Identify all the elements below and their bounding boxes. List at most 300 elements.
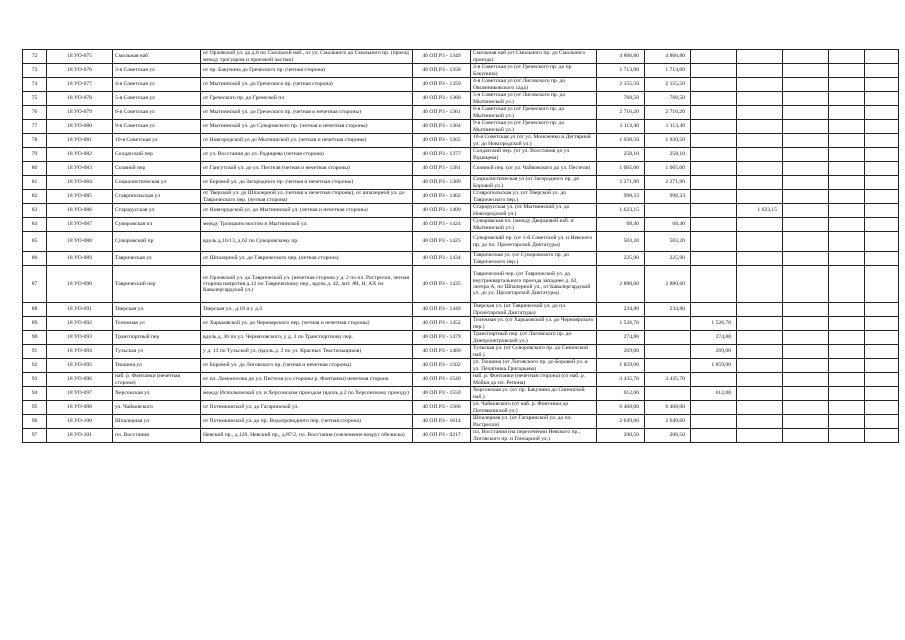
road-extent-cell: Таврический пер. (от Таврической ул. до внутриквартального проезда западнее д. 62, литера А, по Шпалерной ул., от Кавалергардской ул. до ул. Пролетарской Диктатуры): [471, 266, 597, 303]
road-name-cell: Таврический пер: [113, 266, 201, 303]
row-number-cell: 90: [23, 331, 47, 345]
area-col-e-cell: [783, 92, 829, 106]
empty-cell: [829, 190, 865, 204]
section-description-cell: Невский пр., д.120, Невский пр., д.87/2, пл. Восстания (озеленение вокруг обелиска): [201, 429, 413, 443]
empty-cell: [829, 345, 865, 359]
row-number-cell: 96: [23, 415, 47, 429]
area-col-b-cell: 1 713,00: [645, 64, 691, 78]
road-id-cell: 18 УО-075: [47, 50, 113, 64]
section-description-cell: у д. 13 по Тульской ул. (вдоль д. 2 по ул. Красных Текстильщиков): [201, 345, 413, 359]
area-col-c-cell: [691, 134, 737, 148]
area-col-e-cell: [783, 176, 829, 190]
area-col-e-cell: [783, 64, 829, 78]
area-total-cell: 1 623,15: [597, 204, 645, 218]
area-col-c-cell: 1 859,00: [691, 359, 737, 373]
area-col-e-cell: [783, 106, 829, 120]
table-row: [23, 359, 899, 373]
road-id-cell: 18 УО-098: [47, 401, 113, 415]
empty-cell: [865, 373, 899, 387]
road-name-cell: Старорусская ул: [113, 204, 201, 218]
area-col-d-cell: [737, 345, 783, 359]
road-extent-cell: Ставропольская ул. (от Тверской ул. до Таврического пер.): [471, 190, 597, 204]
section-description-cell: от Харьковской ул. до Черноярского пер. (четная и нечетная стороны): [201, 317, 413, 331]
registry-code-cell: 40 ОП РЗ - 1540: [413, 373, 471, 387]
table-row: [23, 429, 899, 443]
area-total-cell: 234,80: [597, 303, 645, 317]
row-number-cell: 84: [23, 218, 47, 232]
table-row: [23, 162, 899, 176]
area-total-cell: 274,80: [597, 331, 645, 345]
empty-cell: [865, 303, 899, 317]
area-total-cell: 200,50: [597, 429, 645, 443]
area-col-d-cell: [737, 190, 783, 204]
table-row: [23, 218, 899, 232]
area-total-cell: 768,50: [597, 92, 645, 106]
registry-code-cell: 40 ОП РЗ - 1364: [413, 120, 471, 134]
road-name-cell: 6-я Советская ул: [113, 106, 201, 120]
area-col-d-cell: [737, 331, 783, 345]
section-description-cell: вдоль д. 36 по ул. Черняховского, у д. 3 по Транспортному пер.: [201, 331, 413, 345]
road-extent-cell: Суворовская пл. (между Дворцовой наб. и Мытнинской ул.): [471, 218, 597, 232]
area-col-d-cell: [737, 92, 783, 106]
section-description-cell: от Мытнинской ул. до Суворовского пр. (четная и нечетная стороны): [201, 120, 413, 134]
row-number-cell: 86: [23, 252, 47, 266]
area-col-e-cell: [783, 317, 829, 331]
section-description-cell: от Тверской ул. до Шпалерной ул. (четная и нечетная стороны), от шпалерной ул. до Таврического пер. (четная сторона): [201, 190, 413, 204]
empty-cell: [865, 345, 899, 359]
row-number-cell: 91: [23, 345, 47, 359]
road-name-cell: Смольная наб: [113, 50, 201, 64]
section-description-cell: от Шпалерной ул. до Таврического пер. (четная сторона): [201, 252, 413, 266]
empty-cell: [829, 252, 865, 266]
area-col-e-cell: [783, 148, 829, 162]
road-name-cell: 9-я Советская ул: [113, 120, 201, 134]
empty-cell: [865, 401, 899, 415]
road-name-cell: пл. Восстания: [113, 429, 201, 443]
area-col-d-cell: [737, 162, 783, 176]
road-id-cell: 18 УО-087: [47, 218, 113, 232]
road-extent-cell: Херсонская ул. (от пр. Бакунина до Синопской наб.): [471, 387, 597, 401]
road-name-cell: Тверская ул.: [113, 303, 201, 317]
empty-cell: [865, 64, 899, 78]
area-col-d-cell: [737, 317, 783, 331]
area-total-cell: 2 880,60: [597, 266, 645, 303]
area-col-e-cell: [783, 134, 829, 148]
road-id-cell: 18 УО-079: [47, 106, 113, 120]
road-name-cell: 3-я Советская ул: [113, 64, 201, 78]
area-col-d-cell: [737, 359, 783, 373]
roads-table: [22, 49, 899, 443]
road-name-cell: Транспортный пер: [113, 331, 201, 345]
road-extent-cell: Тверская ул. (от Таврической ул. до пл. Пролетарской Диктатуры): [471, 303, 597, 317]
row-number-cell: 94: [23, 387, 47, 401]
empty-cell: [829, 331, 865, 345]
area-col-d-cell: [737, 134, 783, 148]
road-extent-cell: Таврическая ул. (от Суворовского пр. до Таврического пер.): [471, 252, 597, 266]
registry-code-cell: 40 ОП РЗ - 1502: [413, 359, 471, 373]
area-total-cell: 1 030,50: [597, 134, 645, 148]
empty-cell: [829, 218, 865, 232]
area-col-b-cell: 68,40: [645, 218, 691, 232]
area-col-d-cell: [737, 429, 783, 443]
road-id-cell: 18 УО-081: [47, 134, 113, 148]
area-col-d-cell: [737, 218, 783, 232]
road-id-cell: 18 УО-086: [47, 204, 113, 218]
road-id-cell: 18 УО-083: [47, 162, 113, 176]
road-extent-cell: наб. р. Фонтанки (нечетная сторона) (от наб. р. Мойки до пл. Репина): [471, 373, 597, 387]
section-description-cell: от пр. Бакунина до Греческого пр. (четная сторона): [201, 64, 413, 78]
section-description-cell: от Мытнинской ул. до Греческого пр. (четная сторона): [201, 78, 413, 92]
area-col-d-cell: [737, 232, 783, 252]
road-name-cell: Социалистическая ул: [113, 176, 201, 190]
road-id-cell: 18 УО-077: [47, 78, 113, 92]
empty-cell: [865, 120, 899, 134]
area-col-e-cell: [783, 78, 829, 92]
section-description-cell: от Боровой ул. до Загородного пр. (четная и нечетная стороны): [201, 176, 413, 190]
area-col-d-cell: 1 623,15: [737, 204, 783, 218]
area-col-e-cell: [783, 190, 829, 204]
road-extent-cell: пл. Восстания (на пересечении Невского пр., Лиговского пр. и Гончарной ул.): [471, 429, 597, 443]
row-number-cell: 72: [23, 50, 47, 64]
road-name-cell: 4-я Советская ул: [113, 78, 201, 92]
area-total-cell: 6 468,00: [597, 401, 645, 415]
table-row: [23, 106, 899, 120]
registry-code-cell: 40 ОП РЗ - 1377: [413, 148, 471, 162]
road-name-cell: ул. Чайковского: [113, 401, 201, 415]
table-row: [23, 415, 899, 429]
section-description-cell: от Новгородской ул до Мытнинской ул. (четная и нечетная стороны): [201, 134, 413, 148]
row-number-cell: 97: [23, 429, 47, 443]
registry-code-cell: 40 ОП РЗ - 1359: [413, 78, 471, 92]
area-col-e-cell: [783, 252, 829, 266]
empty-cell: [829, 148, 865, 162]
road-extent-cell: 3-я Советская ул (от Греческого пр. до пр Бакунина): [471, 64, 597, 78]
area-col-e-cell: [783, 415, 829, 429]
empty-cell: [865, 387, 899, 401]
registry-code-cell: 40 ОП РЗ - 1435: [413, 266, 471, 303]
row-number-cell: 85: [23, 232, 47, 252]
road-id-cell: 18 УО-096: [47, 373, 113, 387]
registry-code-cell: 40 ОП РЗ - 1365: [413, 134, 471, 148]
table-row: [23, 78, 899, 92]
empty-cell: [829, 387, 865, 401]
area-col-e-cell: [783, 162, 829, 176]
area-col-d-cell: [737, 120, 783, 134]
table-row: [23, 345, 899, 359]
table-row: [23, 232, 899, 252]
area-col-d-cell: [737, 373, 783, 387]
empty-cell: [865, 190, 899, 204]
empty-cell: [829, 162, 865, 176]
area-col-b-cell: 225,90: [645, 252, 691, 266]
area-col-b-cell: [645, 204, 691, 218]
road-extent-cell: 6-я Советская ул (от Греческого пр. до Мытнинской ул.): [471, 106, 597, 120]
area-col-c-cell: [691, 148, 737, 162]
registry-code-cell: 40 ОП РЗ - 1452: [413, 317, 471, 331]
table-row: [23, 373, 899, 387]
table-row: [23, 64, 899, 78]
area-col-b-cell: 234,80: [645, 303, 691, 317]
road-extent-cell: Транспортный пер. (от Лиговского пр. до Днепропетровской ул.): [471, 331, 597, 345]
registry-code-cell: 40 ОП РЗ - 1409: [413, 204, 471, 218]
area-total-cell: 3 435,70: [597, 373, 645, 387]
row-number-cell: 77: [23, 120, 47, 134]
section-description-cell: от ул. Восстания до ул. Радищева (четная сторона): [201, 148, 413, 162]
empty-cell: [829, 429, 865, 443]
road-name-cell: Тележная ул: [113, 317, 201, 331]
empty-cell: [829, 78, 865, 92]
table-row: [23, 252, 899, 266]
section-description-cell: от Мытнинской ул. до Греческого пр. (четная и нечетная стороны): [201, 106, 413, 120]
table-row: [23, 303, 899, 317]
road-name-cell: 10-я Советская ул: [113, 134, 201, 148]
table-row: [23, 134, 899, 148]
empty-cell: [829, 106, 865, 120]
empty-cell: [865, 252, 899, 266]
area-col-c-cell: [691, 92, 737, 106]
road-id-cell: 18 УО-095: [47, 359, 113, 373]
road-id-cell: 18 УО-090: [47, 266, 113, 303]
area-col-c-cell: [691, 429, 737, 443]
table-row: [23, 92, 899, 106]
area-col-d-cell: [737, 401, 783, 415]
road-id-cell: 18 УО-082: [47, 148, 113, 162]
row-number-cell: 82: [23, 190, 47, 204]
empty-cell: [829, 176, 865, 190]
row-number-cell: 75: [23, 92, 47, 106]
empty-cell: [865, 106, 899, 120]
registry-code-cell: 40 ОП РЗ - 1381: [413, 162, 471, 176]
area-col-e-cell: [783, 359, 829, 373]
area-col-e-cell: [783, 387, 829, 401]
section-description-cell: от Потемкинской ул. до пр. Водопроводного пер. (четная сторона): [201, 415, 413, 429]
road-extent-cell: Старорусская ул. (от Мытнинской ул. до Новгородской ул.): [471, 204, 597, 218]
empty-cell: [865, 148, 899, 162]
table-row: [23, 176, 899, 190]
area-col-e-cell: [783, 50, 829, 64]
section-description-cell: от Боровой ул. до Лиговского пр. (четная и нечетная стороны): [201, 359, 413, 373]
empty-cell: [865, 78, 899, 92]
empty-cell: [829, 92, 865, 106]
table-row: [23, 401, 899, 415]
area-total-cell: 4 866,80: [597, 50, 645, 64]
area-total-cell: 2 649,60: [597, 415, 645, 429]
area-col-b-cell: 2 716,20: [645, 106, 691, 120]
area-col-e-cell: [783, 232, 829, 252]
road-id-cell: 18 УО-084: [47, 176, 113, 190]
area-col-c-cell: 612,00: [691, 387, 737, 401]
empty-cell: [829, 317, 865, 331]
registry-code-cell: 40 ОП РЗ - 1479: [413, 331, 471, 345]
area-col-e-cell: [783, 218, 829, 232]
empty-cell: [829, 373, 865, 387]
empty-cell: [865, 232, 899, 252]
road-extent-cell: 10-я Советская ул (от ул. Моисеенко и Дегтярной ул. до Новгородской ул.): [471, 134, 597, 148]
road-id-cell: 18 УО-076: [47, 64, 113, 78]
area-col-b-cell: 3 435,70: [645, 373, 691, 387]
road-extent-cell: Солдатский пер. (от ул. Восстания до ул Радищева): [471, 148, 597, 162]
empty-cell: [865, 429, 899, 443]
area-col-c-cell: [691, 162, 737, 176]
empty-cell: [829, 415, 865, 429]
area-col-c-cell: [691, 50, 737, 64]
area-col-e-cell: [783, 345, 829, 359]
area-col-b-cell: 2 155,50: [645, 78, 691, 92]
road-extent-cell: 5-я Советская ул (от Лиговского пр. до Мытнинской ул.): [471, 92, 597, 106]
road-extent-cell: ул. Тюшина (от Лиговского пр. до Боровой ул. и ул. Печатника Григорьева): [471, 359, 597, 373]
area-col-b-cell: [645, 317, 691, 331]
row-number-cell: 83: [23, 204, 47, 218]
road-extent-cell: Соляной пер. (от ул. Чайковского до ул. Пестеля): [471, 162, 597, 176]
area-col-b-cell: [645, 387, 691, 401]
row-number-cell: 74: [23, 78, 47, 92]
area-col-c-cell: [691, 190, 737, 204]
empty-cell: [829, 64, 865, 78]
road-extent-cell: Тульская ул. (от Суворовского пр. до Синопской наб.): [471, 345, 597, 359]
row-number-cell: 93: [23, 373, 47, 387]
area-total-cell: 998,33: [597, 190, 645, 204]
area-col-b-cell: 4 866,80: [645, 50, 691, 64]
area-col-b-cell: 6 468,00: [645, 401, 691, 415]
row-number-cell: 76: [23, 106, 47, 120]
table-row: [23, 50, 899, 64]
area-col-c-cell: [691, 232, 737, 252]
area-col-b-cell: [645, 345, 691, 359]
area-col-b-cell: 2 649,60: [645, 415, 691, 429]
section-description-cell: вдоль д.16/13, д.62 по Суворовскому пр.: [201, 232, 413, 252]
area-total-cell: 1 065,00: [597, 162, 645, 176]
table-row: [23, 148, 899, 162]
row-number-cell: 81: [23, 176, 47, 190]
registry-code-cell: 40 ОП РЗ - 1361: [413, 106, 471, 120]
area-col-e-cell: [783, 204, 829, 218]
empty-cell: [829, 359, 865, 373]
area-col-e-cell: [783, 373, 829, 387]
table-row: [23, 317, 899, 331]
area-col-d-cell: [737, 64, 783, 78]
road-id-cell: 18 УО-094: [47, 345, 113, 359]
table-row: [23, 190, 899, 204]
area-col-e-cell: [783, 303, 829, 317]
registry-code-cell: 40 ОП РЗ - 1449: [413, 303, 471, 317]
row-number-cell: 92: [23, 359, 47, 373]
area-col-c-cell: [691, 401, 737, 415]
area-col-d-cell: [737, 387, 783, 401]
empty-cell: [829, 120, 865, 134]
registry-code-cell: 40 ОП РЗ - 1425: [413, 232, 471, 252]
registry-code-cell: 40 ОП РЗ - 0217: [413, 429, 471, 443]
area-col-c-cell: [691, 252, 737, 266]
empty-cell: [829, 303, 865, 317]
road-name-cell: Тульская ул: [113, 345, 201, 359]
road-extent-cell: Смольная наб (от Смольного пр. до Смольного проезда): [471, 50, 597, 64]
area-col-b-cell: 768,50: [645, 92, 691, 106]
row-number-cell: 78: [23, 134, 47, 148]
road-name-cell: Солдатский пер: [113, 148, 201, 162]
area-col-e-cell: [783, 401, 829, 415]
registry-code-cell: 40 ОП РЗ - 1550: [413, 387, 471, 401]
section-description-cell: между Троицким мостом и Мытнинской ул.: [201, 218, 413, 232]
road-id-cell: 18 УО-101: [47, 429, 113, 443]
area-col-e-cell: [783, 120, 829, 134]
registry-code-cell: 40 ОП РЗ - 1424: [413, 218, 471, 232]
area-total-cell: 1 713,00: [597, 64, 645, 78]
area-total-cell: 2 271,90: [597, 176, 645, 190]
road-name-cell: Соляной пер: [113, 162, 201, 176]
section-description-cell: Тверская ул., д.18 и у д.3: [201, 303, 413, 317]
empty-cell: [865, 317, 899, 331]
road-name-cell: Ставропольская ул: [113, 190, 201, 204]
area-col-c-cell: [691, 106, 737, 120]
section-description-cell: от Греческого пр. до Греческой пл: [201, 92, 413, 106]
road-name-cell: Суворовская пл: [113, 218, 201, 232]
section-description-cell: от Орловской ул. до д.6 по Смольной наб., от ул. Смольного до Смольного пр. (проезд между трогуаром и проезжей частью): [201, 50, 413, 64]
section-description-cell: между Исполкомской ул. и Херсонским проездом (вдоль д.2 по Херсонскому проезду): [201, 387, 413, 401]
table-row: [23, 120, 899, 134]
registry-code-cell: 40 ОП РЗ - 1434: [413, 252, 471, 266]
area-col-c-cell: [691, 266, 737, 303]
road-name-cell: Таврическая ул: [113, 252, 201, 266]
area-col-d-cell: [737, 303, 783, 317]
table-row: [23, 204, 899, 218]
table-row: [23, 387, 899, 401]
area-col-d-cell: [737, 252, 783, 266]
area-col-d-cell: [737, 78, 783, 92]
section-description-cell: от Орловской ул. до Таврической ул. (нечетная сторона у д. 2 по пл. Растрелли, четная сторона напротив д.12 по Таврическому пер., вдоль д. 42, лит. АЧ, Н, АХ по Кавалергардской ул.): [201, 266, 413, 303]
area-total-cell: 2 716,20: [597, 106, 645, 120]
area-col-e-cell: [783, 429, 829, 443]
area-total-cell: 612,00: [597, 387, 645, 401]
table-body: [23, 50, 899, 443]
area-col-b-cell: [645, 331, 691, 345]
empty-cell: [865, 176, 899, 190]
registry-code-cell: 40 ОП РЗ - 1489: [413, 345, 471, 359]
area-col-d-cell: [737, 415, 783, 429]
area-col-b-cell: 998,33: [645, 190, 691, 204]
area-col-b-cell: 2 271,90: [645, 176, 691, 190]
area-col-c-cell: 269,00: [691, 345, 737, 359]
empty-cell: [829, 50, 865, 64]
area-col-c-cell: [691, 204, 737, 218]
empty-cell: [829, 134, 865, 148]
section-description-cell: от пл. Ломоносова до ул. Пестеля (со стороны р. Фонтанки) нечетная сторона: [201, 373, 413, 387]
registry-code-cell: 40 ОП РЗ - 1360: [413, 92, 471, 106]
road-extent-cell: Тележная ул. (от Харьковской ул. до Черноярского пер.): [471, 317, 597, 331]
road-extent-cell: Суворовский пр. (от 1-й Советской ул. и Невского пр. до пл. Пролетарской Диктатуры): [471, 232, 597, 252]
empty-cell: [829, 266, 865, 303]
road-extent-cell: Шпалерная ул. (от Гагаринской ул. до пл. Растрелли): [471, 415, 597, 429]
area-col-c-cell: [691, 120, 737, 134]
road-extent-cell: 4-я Советская ул (от Лиговского пр. до Овсянниковского сада): [471, 78, 597, 92]
area-total-cell: 1 859,00: [597, 359, 645, 373]
row-number-cell: 87: [23, 266, 47, 303]
row-number-cell: 89: [23, 317, 47, 331]
area-col-b-cell: 1 065,00: [645, 162, 691, 176]
area-col-c-cell: [691, 176, 737, 190]
area-total-cell: 1 113,40: [597, 120, 645, 134]
empty-cell: [865, 359, 899, 373]
road-name-cell: Шпалерная ул: [113, 415, 201, 429]
area-total-cell: 2 155,50: [597, 78, 645, 92]
road-id-cell: 18 УО-080: [47, 120, 113, 134]
road-extent-cell: 9-я Советская ул (от Греческого пр. до Мытнинской ул.): [471, 120, 597, 134]
area-col-b-cell: 200,50: [645, 429, 691, 443]
empty-cell: [865, 134, 899, 148]
area-col-b-cell: 2 880,60: [645, 266, 691, 303]
area-total-cell: 258,10: [597, 148, 645, 162]
section-description-cell: от Новгородской ул. до Мытнинской ул. (четная и нечетная стороны): [201, 204, 413, 218]
area-col-c-cell: [691, 373, 737, 387]
